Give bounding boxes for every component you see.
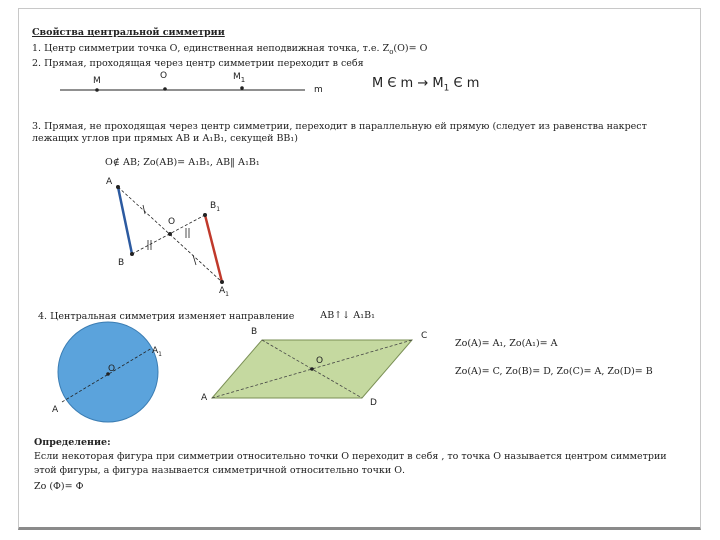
point-o-center xyxy=(168,232,172,236)
definition-title: Определение: xyxy=(34,437,111,448)
label-para-b: B xyxy=(251,327,258,337)
definition-line2: этой фигуры, а фигура называется симметричной относительно точки О. xyxy=(34,465,406,476)
label-fig3-a1: $A_1$ xyxy=(219,286,229,298)
segment-a1b1 xyxy=(205,215,222,282)
label-circle-a1: $A_1$ xyxy=(152,346,162,358)
label-fig3-a: A xyxy=(106,177,113,187)
point-a xyxy=(116,185,120,189)
label-para-a: A xyxy=(201,393,208,403)
property-3-formula: О∉ АВ; Zo(АВ)= А₁В₁, АВ‖ А₁В₁ xyxy=(105,157,260,168)
property-1: 1. Центр симметрии точка О, единственная неподвижная точка, т.е. $Z_o(O)= O$ xyxy=(32,43,428,56)
property-4-formula: АВ↑↓ А₁В₁ xyxy=(320,310,375,321)
point-b1 xyxy=(203,213,207,217)
label-para-d: D xyxy=(370,398,377,408)
membership-statement: M Є $m \to M_1$ Є m xyxy=(372,76,480,94)
property-4: 4. Центральная симметрия изменяет направление xyxy=(38,311,295,322)
point-o xyxy=(163,87,167,91)
label-fig3-b: B xyxy=(118,258,125,268)
zo-formula-2: Zo(A)= C, Zo(B)= D, Zo(C)= A, Zo(D)= B xyxy=(455,366,653,377)
label-line-m: m xyxy=(314,85,323,95)
property-3-line2: лежащих углов при прямых АВ и А₁В₁, секущей ВВ₁) xyxy=(32,133,298,144)
label-o: O xyxy=(160,71,168,81)
tick-1 xyxy=(143,205,145,214)
label-m: M xyxy=(93,76,101,86)
property-3-line1: 3. Прямая, не проходящая через центр симметрии, переходит в параллельную ей прямую (следует из равенства накрест xyxy=(32,121,647,132)
label-fig3-o: O xyxy=(168,217,176,227)
label-para-c: C xyxy=(421,331,428,341)
point-a1 xyxy=(220,280,224,284)
label-m1: $M_1$ xyxy=(233,72,246,84)
point-m1 xyxy=(240,86,244,90)
zo-formula-1: Zo(A)= A₁, Zo(A₁)= A xyxy=(455,338,558,349)
point-b xyxy=(130,252,134,256)
segment-ab xyxy=(118,187,132,254)
label-para-o: O xyxy=(316,356,324,366)
title: Свойства центральной симметрии xyxy=(32,27,225,38)
definition-line1: Если некоторая фигура при симметрии относительно точки О переходит в себя , то точка О называется центром симметрии xyxy=(34,451,667,462)
tick-6 xyxy=(193,255,196,265)
label-fig3-b1: $B_1$ xyxy=(210,201,221,213)
label-circle-a: A xyxy=(52,405,59,415)
point-m xyxy=(95,88,99,92)
property-2: 2. Прямая, проходящая через центр симметрии переходит в себя xyxy=(32,58,364,69)
parallelogram-center xyxy=(310,367,314,371)
label-circle-o: O xyxy=(108,364,116,374)
definition-formula: Zo (Ф)= Ф xyxy=(34,481,84,492)
